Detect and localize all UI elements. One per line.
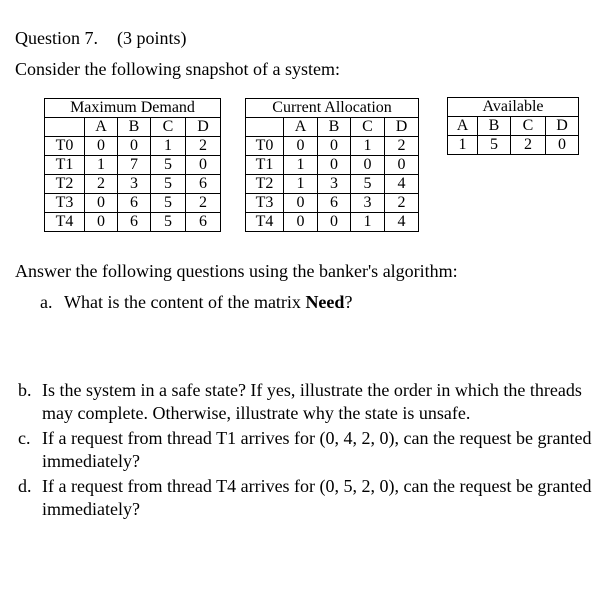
current-allocation-t2-d: 4 — [385, 175, 419, 194]
max-demand-t2-d: 6 — [186, 175, 221, 194]
available-values-row — [448, 136, 579, 155]
available-col-c: C — [511, 117, 546, 136]
question-intro: Consider the following snapshot of a system: — [15, 59, 340, 79]
current-allocation-col-d: D — [385, 118, 419, 137]
current-allocation-table — [245, 98, 419, 232]
current-allocation-thread-t4: T4 — [246, 213, 284, 232]
question-c-label: c. — [18, 428, 31, 448]
available-d: 0 — [546, 136, 579, 155]
current-allocation-col-a: A — [284, 118, 318, 137]
max-demand-thread-t0: T0 — [45, 137, 85, 156]
question-d-label: d. — [18, 476, 32, 496]
question-a — [40, 291, 352, 313]
max-demand-t3-c: 5 — [151, 194, 186, 213]
max-demand-row-t0 — [45, 137, 221, 156]
question-a-text-after: ? — [344, 292, 353, 312]
max-demand-table — [44, 98, 221, 232]
current-allocation-t3-c: 3 — [351, 194, 385, 213]
current-allocation-t0-b: 0 — [318, 137, 351, 156]
current-allocation-t2-b: 3 — [318, 175, 351, 194]
question-b-line-2: may complete. Otherwise, illustrate why the state is unsafe. — [42, 403, 471, 423]
max-demand-title-row — [45, 99, 221, 118]
question-a-label: a. — [40, 292, 53, 312]
max-demand-corner-cell — [45, 118, 85, 137]
current-allocation-t4-d: 4 — [385, 213, 419, 232]
question-number: Question 7. — [15, 28, 98, 48]
available-title: Available — [448, 98, 579, 117]
current-allocation-t4-c: 1 — [351, 213, 385, 232]
available-col-a: A — [448, 117, 478, 136]
current-allocation-col-b: B — [318, 118, 351, 137]
max-demand-t1-c: 5 — [151, 156, 186, 175]
current-allocation-t0-a: 0 — [284, 137, 318, 156]
question-a-text-before: What is the content of the matrix — [64, 292, 306, 312]
instructions: Answer the following questions using the banker's algorithm: — [15, 261, 458, 281]
question-b-label: b. — [18, 380, 32, 400]
max-demand-t2-b: 3 — [118, 175, 151, 194]
question-c-line-1 — [18, 427, 591, 449]
available-col-b: B — [478, 117, 511, 136]
max-demand-t4-c: 5 — [151, 213, 186, 232]
max-demand-thread-t4: T4 — [45, 213, 85, 232]
current-allocation-t3-b: 6 — [318, 194, 351, 213]
question-heading — [15, 27, 187, 49]
current-allocation-col-c: C — [351, 118, 385, 137]
max-demand-t2-a: 2 — [85, 175, 118, 194]
question-points: (3 points) — [117, 28, 187, 48]
current-allocation-t4-a: 0 — [284, 213, 318, 232]
current-allocation-t3-a: 0 — [284, 194, 318, 213]
question-b-text-1: Is the system in a safe state? If yes, illustrate the order in which the threads — [42, 380, 582, 400]
max-demand-thread-t2: T2 — [45, 175, 85, 194]
current-allocation-thread-t0: T0 — [246, 137, 284, 156]
question-c-line-2: immediately? — [42, 451, 140, 471]
current-allocation-t2-c: 5 — [351, 175, 385, 194]
max-demand-t4-a: 0 — [85, 213, 118, 232]
current-allocation-header-row — [246, 118, 419, 137]
max-demand-t2-c: 5 — [151, 175, 186, 194]
current-allocation-t0-d: 2 — [385, 137, 419, 156]
current-allocation-t2-a: 1 — [284, 175, 318, 194]
max-demand-t3-b: 6 — [118, 194, 151, 213]
max-demand-title: Maximum Demand — [45, 99, 221, 118]
max-demand-thread-t1: T1 — [45, 156, 85, 175]
available-header-row — [448, 117, 579, 136]
max-demand-t3-a: 0 — [85, 194, 118, 213]
current-allocation-t4-b: 0 — [318, 213, 351, 232]
current-allocation-t3-d: 2 — [385, 194, 419, 213]
max-demand-col-c: C — [151, 118, 186, 137]
max-demand-thread-t3: T3 — [45, 194, 85, 213]
current-allocation-t1-a: 1 — [284, 156, 318, 175]
max-demand-t4-b: 6 — [118, 213, 151, 232]
current-allocation-title: Current Allocation — [246, 99, 419, 118]
max-demand-row-t4 — [45, 213, 221, 232]
max-demand-row-t2 — [45, 175, 221, 194]
current-allocation-t0-c: 1 — [351, 137, 385, 156]
max-demand-t0-c: 1 — [151, 137, 186, 156]
max-demand-t1-d: 0 — [186, 156, 221, 175]
available-table — [447, 97, 579, 155]
available-col-d: D — [546, 117, 579, 136]
current-allocation-row-t2 — [246, 175, 419, 194]
max-demand-col-d: D — [186, 118, 221, 137]
question-b-line-1 — [18, 379, 582, 401]
question-c-text-1: If a request from thread T1 arrives for (0, 4, 2, 0), can the request be granted — [42, 428, 592, 448]
max-demand-t0-b: 0 — [118, 137, 151, 156]
max-demand-row-t3 — [45, 194, 221, 213]
question-d-text-1: If a request from thread T4 arrives for (0, 5, 2, 0), can the request be granted — [42, 476, 592, 496]
max-demand-col-a: A — [85, 118, 118, 137]
current-allocation-row-t3 — [246, 194, 419, 213]
current-allocation-row-t4 — [246, 213, 419, 232]
question-d-line-1 — [18, 475, 591, 497]
current-allocation-corner-cell — [246, 118, 284, 137]
max-demand-header-row — [45, 118, 221, 137]
current-allocation-row-t0 — [246, 137, 419, 156]
current-allocation-thread-t2: T2 — [246, 175, 284, 194]
max-demand-row-t1 — [45, 156, 221, 175]
available-a: 1 — [448, 136, 478, 155]
available-b: 5 — [478, 136, 511, 155]
current-allocation-t1-b: 0 — [318, 156, 351, 175]
available-c: 2 — [511, 136, 546, 155]
max-demand-t1-b: 7 — [118, 156, 151, 175]
question-d-line-2: immediately? — [42, 499, 140, 519]
max-demand-t4-d: 6 — [186, 213, 221, 232]
max-demand-col-b: B — [118, 118, 151, 137]
need-term: Need — [305, 292, 345, 312]
available-title-row — [448, 98, 579, 117]
max-demand-t0-d: 2 — [186, 137, 221, 156]
current-allocation-thread-t3: T3 — [246, 194, 284, 213]
current-allocation-t1-c: 0 — [351, 156, 385, 175]
max-demand-t0-a: 0 — [85, 137, 118, 156]
current-allocation-row-t1 — [246, 156, 419, 175]
max-demand-t3-d: 2 — [186, 194, 221, 213]
current-allocation-title-row — [246, 99, 419, 118]
current-allocation-t1-d: 0 — [385, 156, 419, 175]
current-allocation-thread-t1: T1 — [246, 156, 284, 175]
max-demand-t1-a: 1 — [85, 156, 118, 175]
